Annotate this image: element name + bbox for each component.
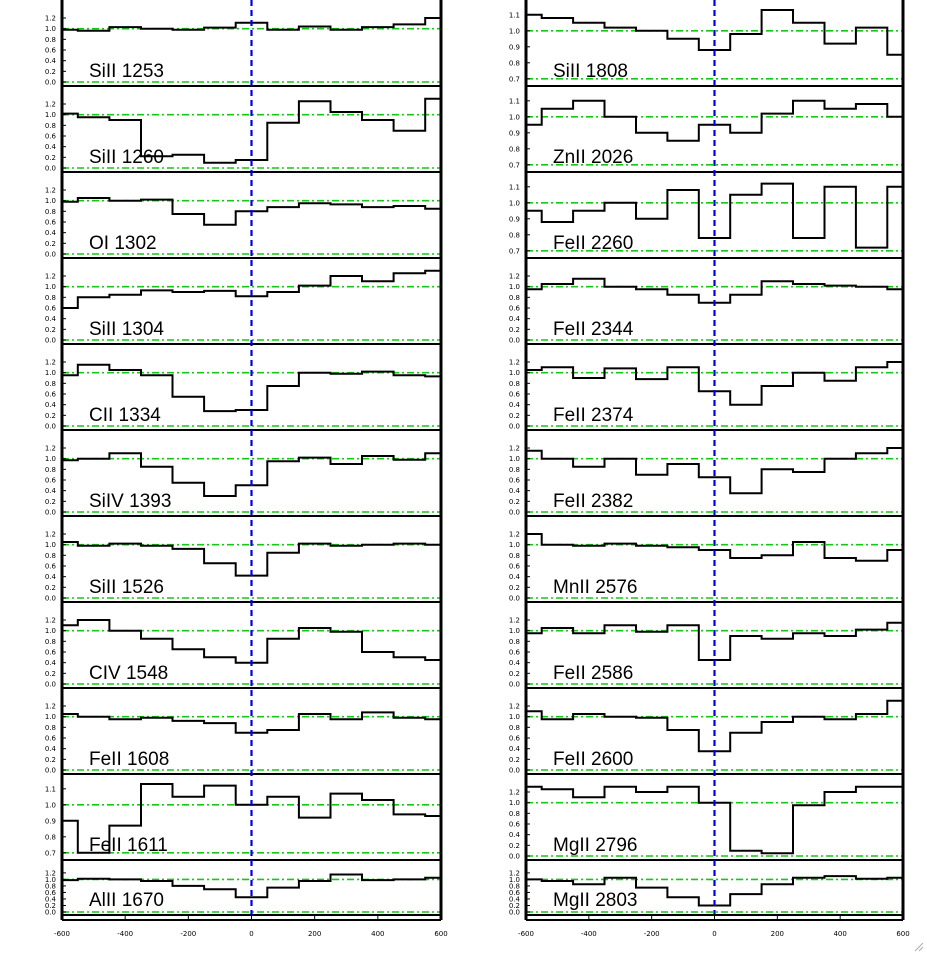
y-tick-label: 0.4 (44, 315, 56, 324)
y-tick-label: 0.4 (44, 573, 56, 582)
y-tick-label: 0.4 (508, 315, 520, 324)
y-tick-label: 1.0 (44, 713, 56, 722)
panel-siii-1260 (45, 99, 441, 173)
ion-label: MgII 2796 (553, 835, 638, 856)
y-tick-label: 1.1 (508, 97, 520, 106)
y-tick-label: 0.0 (508, 908, 520, 917)
y-tick-label: 0.2 (44, 411, 56, 420)
y-tick-label: 0.7 (44, 849, 56, 858)
y-tick-label: 1.2 (508, 444, 520, 453)
y-tick-label: 0.8 (44, 35, 56, 44)
y-tick-label: 0.7 (508, 247, 520, 256)
panel-mgii-2803 (509, 869, 903, 916)
x-tick-label: 200 (770, 930, 785, 938)
y-tick-label: 1.0 (44, 875, 56, 884)
y-tick-label: 0.6 (508, 390, 520, 399)
y-tick-label: 1.0 (508, 627, 520, 636)
y-tick-label: 0.6 (44, 304, 56, 313)
y-tick-label: 0.2 (508, 325, 520, 334)
y-tick-label: 1.2 (44, 358, 56, 367)
y-tick-label: 0.8 (508, 145, 520, 154)
panel-feii-2344 (509, 273, 903, 345)
ion-label: SiII 1526 (89, 577, 164, 598)
y-tick-label: 1.2 (44, 444, 56, 453)
y-tick-label: 0.8 (508, 465, 520, 474)
y-tick-label: 0.6 (44, 648, 56, 657)
y-tick-label: 1.0 (44, 455, 56, 464)
y-tick-label: 1.0 (508, 875, 520, 884)
y-tick-label: 0.7 (508, 161, 520, 170)
y-tick-label: 1.2 (508, 869, 520, 878)
y-tick-label: 0.9 (508, 215, 520, 224)
y-tick-label: 1.1 (508, 183, 520, 192)
y-tick-label: 0.2 (508, 669, 520, 678)
y-tick-label: 0.8 (44, 121, 56, 130)
y-tick-label: 0.4 (44, 487, 56, 496)
y-tick-label: 0.6 (44, 562, 56, 571)
ion-label: ZnII 2026 (553, 147, 634, 168)
panel-alii-1670 (45, 869, 441, 916)
y-tick-label: 1.2 (508, 530, 520, 539)
y-tick-label: 1.0 (44, 369, 56, 378)
y-tick-label: 0.8 (508, 379, 520, 388)
ion-label: MgII 2803 (553, 890, 638, 911)
y-tick-label: 0.8 (508, 551, 520, 560)
y-tick-label: 0.0 (44, 766, 56, 775)
y-tick-label: 0.6 (508, 304, 520, 313)
y-tick-label: 1.2 (44, 14, 56, 23)
y-tick-label: 1.0 (508, 27, 520, 36)
ion-label: SiIV 1393 (89, 491, 172, 512)
y-tick-label: 0.0 (44, 680, 56, 689)
panel-feii-1611 (45, 784, 441, 860)
y-tick-label: 0.4 (44, 229, 56, 238)
y-tick-label: 0.0 (508, 508, 520, 517)
panel-feii-1608 (45, 703, 441, 775)
y-tick-label: 0.4 (44, 895, 56, 904)
x-tick-label: 0 (249, 930, 254, 938)
y-tick-label: 0.2 (44, 497, 56, 506)
y-tick-label: 0.2 (508, 583, 520, 592)
panel-feii-2382 (509, 445, 903, 517)
y-tick-label: 0.6 (44, 132, 56, 141)
x-tick-label: -600 (54, 930, 70, 938)
panel-oi-1302 (45, 187, 441, 259)
y-tick-label: 0.6 (508, 820, 520, 829)
y-tick-label: 1.0 (508, 541, 520, 550)
y-tick-label: 0.6 (508, 888, 520, 897)
y-tick-label: 1.0 (44, 541, 56, 550)
column-left (45, 0, 448, 938)
y-tick-label: 0.0 (508, 766, 520, 775)
y-tick-label: 0.2 (44, 583, 56, 592)
x-tick-label: 400 (371, 930, 385, 938)
panel-siii-1526 (45, 531, 441, 603)
panel-feii-2600 (509, 701, 903, 775)
panel-civ-1548 (45, 617, 441, 689)
y-tick-label: 1.2 (44, 702, 56, 711)
y-tick-label: 0.2 (44, 153, 56, 162)
x-tick-label: -600 (518, 930, 534, 938)
ion-label: CII 1334 (89, 405, 161, 426)
y-tick-label: 0.0 (44, 508, 56, 517)
panel-znii-2026 (509, 97, 903, 172)
y-tick-label: 1.2 (44, 100, 56, 109)
y-tick-label: 0.8 (508, 809, 520, 818)
y-tick-label: 1.2 (508, 702, 520, 711)
y-tick-label: 0.4 (508, 895, 520, 904)
panel-mgii-2796 (509, 787, 903, 861)
y-tick-label: 0.6 (508, 648, 520, 657)
x-tick-label: -400 (580, 930, 597, 938)
y-tick-label: 0.6 (44, 218, 56, 227)
y-tick-label: 0.0 (508, 680, 520, 689)
y-tick-label: 0.4 (508, 487, 520, 496)
y-tick-label: 1.0 (508, 113, 520, 122)
y-tick-label: 0.4 (44, 659, 56, 668)
y-tick-label: 0.4 (44, 401, 56, 410)
y-tick-label: 1.0 (508, 455, 520, 464)
panel-feii-2374 (509, 359, 903, 431)
y-tick-label: 0.0 (44, 78, 56, 87)
y-tick-label: 0.7 (508, 75, 520, 84)
y-tick-label: 0.2 (44, 325, 56, 334)
ion-label: OI 1302 (89, 233, 157, 254)
y-tick-label: 0.8 (44, 551, 56, 560)
y-tick-label: 1.0 (44, 627, 56, 636)
ion-label: FeII 2260 (553, 233, 634, 254)
y-tick-label: 0.0 (508, 336, 520, 345)
y-tick-label: 1.0 (44, 801, 56, 810)
y-tick-label: 1.1 (508, 11, 520, 20)
y-tick-label: 1.0 (508, 369, 520, 378)
y-tick-label: 0.0 (508, 594, 520, 603)
y-tick-label: 1.2 (508, 272, 520, 281)
y-tick-label: 1.2 (44, 616, 56, 625)
y-tick-label: 0.8 (508, 723, 520, 732)
column-right (509, 0, 910, 938)
y-tick-label: 1.2 (44, 272, 56, 281)
ion-label: SiII 1808 (553, 61, 628, 82)
y-tick-label: 0.9 (508, 129, 520, 138)
panel-siii-1304 (45, 271, 441, 345)
y-tick-label: 0.8 (44, 465, 56, 474)
ion-label: FeII 2374 (553, 405, 634, 426)
y-tick-label: 1.0 (508, 713, 520, 722)
y-tick-label: 1.2 (44, 530, 56, 539)
y-tick-label: 0.2 (44, 755, 56, 764)
flux-histogram (526, 534, 903, 561)
y-tick-label: 0.2 (508, 841, 520, 850)
y-tick-label: 0.4 (508, 401, 520, 410)
y-tick-label: 0.8 (44, 293, 56, 302)
y-tick-label: 0.4 (508, 573, 520, 582)
y-tick-label: 0.0 (44, 594, 56, 603)
ion-label: SiII 1260 (89, 147, 164, 168)
x-tick-label: 0 (712, 930, 717, 938)
y-tick-label: 0.8 (508, 882, 520, 891)
y-tick-label: 0.8 (508, 637, 520, 646)
y-tick-label: 0.4 (44, 745, 56, 754)
y-tick-label: 0.0 (44, 164, 56, 173)
y-tick-label: 1.0 (44, 283, 56, 292)
panel-siii-1253 (45, 15, 441, 87)
y-tick-label: 0.0 (44, 250, 56, 259)
y-tick-label: 0.8 (44, 637, 56, 646)
y-tick-label: 0.9 (508, 43, 520, 52)
ion-label: FeII 2600 (553, 749, 634, 770)
y-tick-label: 0.2 (44, 239, 56, 248)
y-tick-label: 1.2 (508, 788, 520, 797)
ion-label: FeII 2344 (553, 319, 634, 340)
y-tick-label: 0.0 (44, 908, 56, 917)
y-tick-label: 0.2 (508, 755, 520, 764)
y-tick-label: 0.8 (508, 231, 520, 240)
y-tick-label: 1.0 (44, 111, 56, 120)
y-tick-label: 0.2 (508, 411, 520, 420)
y-tick-label: 0.6 (508, 734, 520, 743)
y-tick-label: 0.6 (44, 476, 56, 485)
y-tick-label: 0.8 (44, 379, 56, 388)
x-tick-label: 600 (896, 930, 910, 938)
y-tick-label: 0.6 (44, 734, 56, 743)
panel-siii-1808 (509, 10, 903, 86)
ion-label: CIV 1548 (89, 663, 169, 684)
y-tick-label: 1.0 (44, 25, 56, 34)
y-tick-label: 1.2 (508, 616, 520, 625)
y-tick-label: 1.0 (44, 197, 56, 206)
y-tick-label: 1.1 (44, 785, 56, 794)
y-tick-label: 1.0 (508, 199, 520, 208)
y-tick-label: 0.6 (44, 888, 56, 897)
y-tick-label: 1.2 (44, 869, 56, 878)
resize-grip-icon (914, 942, 924, 952)
y-tick-label: 0.2 (508, 901, 520, 910)
y-tick-label: 0.2 (508, 497, 520, 506)
x-tick-label: 600 (434, 930, 448, 938)
ion-label: FeII 1608 (89, 749, 170, 770)
x-tick-label: 200 (307, 930, 322, 938)
y-tick-label: 0.2 (44, 669, 56, 678)
y-tick-label: 0.0 (44, 336, 56, 345)
y-tick-label: 0.0 (508, 422, 520, 431)
panel-feii-2586 (509, 617, 903, 689)
ion-label: AlII 1670 (89, 890, 164, 911)
y-tick-label: 0.8 (508, 293, 520, 302)
y-tick-label: 0.2 (44, 67, 56, 76)
ion-label: FeII 2382 (553, 491, 634, 512)
y-tick-label: 0.6 (508, 476, 520, 485)
ion-label: SiII 1304 (89, 319, 164, 340)
x-tick-label: -400 (117, 930, 134, 938)
y-tick-label: 0.8 (508, 59, 520, 68)
y-tick-label: 0.4 (508, 659, 520, 668)
y-tick-label: 0.6 (44, 46, 56, 55)
x-tick-label: -200 (180, 930, 197, 938)
y-tick-label: 0.0 (44, 422, 56, 431)
ion-label: FeII 1611 (89, 835, 168, 856)
y-tick-label: 0.4 (44, 57, 56, 66)
y-tick-label: 0.8 (44, 833, 56, 842)
y-tick-label: 0.0 (508, 852, 520, 861)
y-tick-label: 1.0 (508, 799, 520, 808)
y-tick-label: 0.8 (44, 882, 56, 891)
ion-label: SiII 1253 (89, 61, 164, 82)
ion-label: MnII 2576 (553, 577, 638, 598)
y-tick-label: 0.2 (44, 901, 56, 910)
ion-label: FeII 2586 (553, 663, 634, 684)
y-tick-label: 1.2 (44, 186, 56, 195)
y-tick-label: 0.9 (44, 817, 56, 826)
panel-siiv-1393 (45, 445, 441, 517)
y-tick-label: 0.4 (44, 143, 56, 152)
y-tick-label: 0.4 (508, 745, 520, 754)
panel-feii-2260 (509, 183, 903, 258)
y-tick-label: 0.8 (44, 723, 56, 732)
y-tick-label: 1.2 (508, 358, 520, 367)
x-tick-label: -200 (643, 930, 660, 938)
y-tick-label: 0.6 (508, 562, 520, 571)
y-tick-label: 0.8 (44, 207, 56, 216)
y-tick-label: 0.4 (508, 831, 520, 840)
x-tick-label: 400 (833, 930, 847, 938)
panel-mnii-2576 (509, 531, 903, 603)
y-tick-label: 1.0 (508, 283, 520, 292)
panel-cii-1334 (45, 359, 441, 431)
y-tick-label: 0.6 (44, 390, 56, 399)
